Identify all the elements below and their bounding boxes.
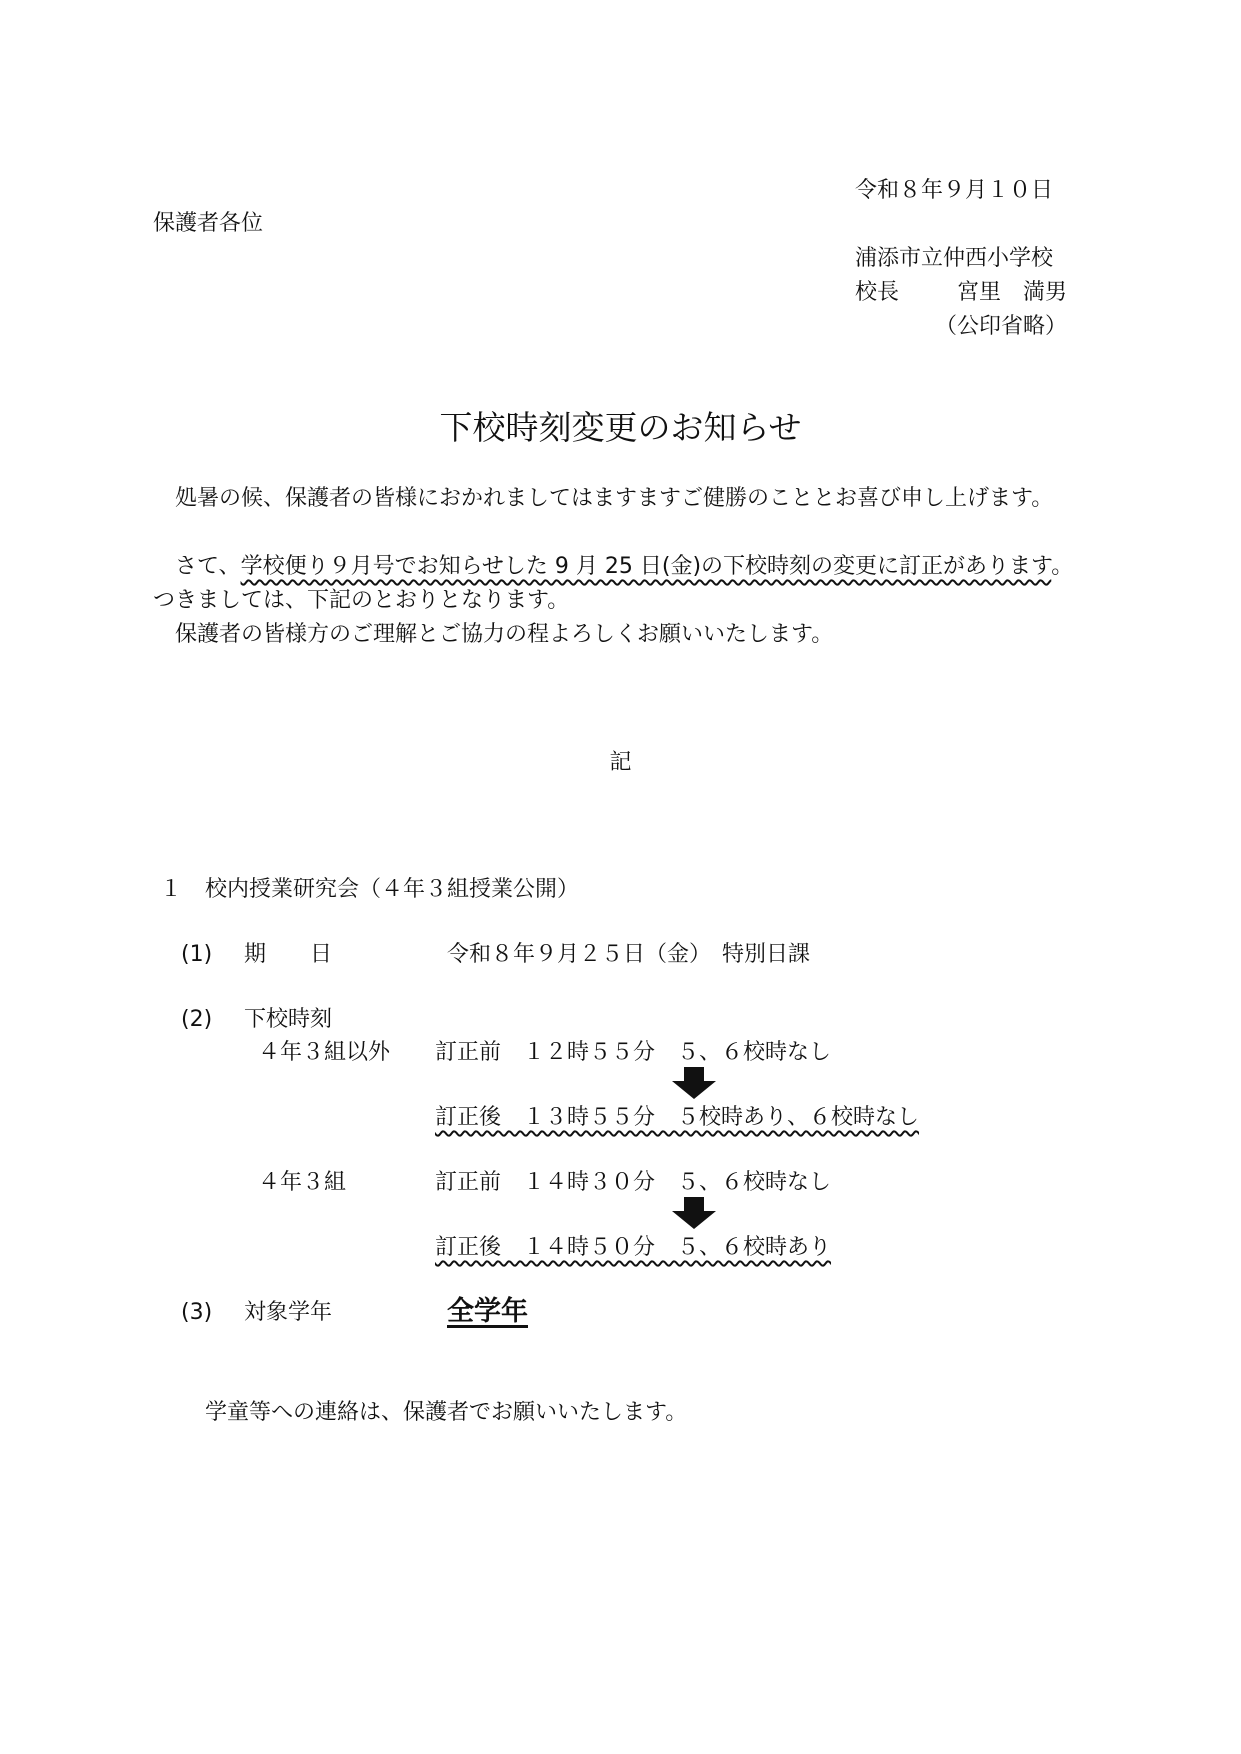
body-paragraph-3: 保護者の皆様方のご理解とご協力の程よろしくお願いいたします。 bbox=[153, 622, 834, 647]
item2-name: 下校時刻 bbox=[244, 1007, 333, 1032]
page-title: 下校時刻変更のお知らせ bbox=[439, 408, 802, 447]
item1-value: 令和８年９月２５日（金） 特別日課 bbox=[447, 942, 811, 967]
school-name: 浦添市立仲西小学校 bbox=[855, 246, 1054, 271]
section-number: １ bbox=[160, 877, 183, 902]
addressee: 保護者各位 bbox=[153, 211, 264, 236]
group-label: ４年３組 bbox=[258, 1170, 347, 1195]
section-heading: 校内授業研究会（４年３組授業公開） bbox=[205, 877, 580, 902]
time-before: 訂正前 １２時５５分 ５、６校時なし bbox=[435, 1040, 832, 1065]
down-arrow-icon bbox=[672, 1197, 716, 1229]
seal-note: （公印省略） bbox=[935, 314, 1068, 339]
ki-heading: 記 bbox=[609, 750, 632, 775]
time-after: 訂正後 １４時５０分 ５、６校時あり bbox=[435, 1235, 832, 1260]
principal-title: 校長 bbox=[855, 280, 900, 305]
principal-name: 宮里 満男 bbox=[957, 280, 1068, 305]
p2-lead: さて、 bbox=[153, 554, 241, 579]
item1-label: (1) bbox=[181, 942, 213, 967]
time-after: 訂正後 １３時５５分 ５校時あり、６校時なし bbox=[435, 1105, 920, 1130]
down-arrow-icon bbox=[672, 1067, 716, 1099]
group-label: ４年３組以外 bbox=[258, 1040, 391, 1065]
body-paragraph-2 bbox=[153, 550, 1087, 618]
item1-name: 期 日 bbox=[244, 942, 333, 967]
item3-label: (3) bbox=[181, 1300, 213, 1325]
target-grade: 全学年 bbox=[447, 1296, 528, 1327]
issue-date: 令和８年９月１０日 bbox=[855, 178, 1054, 203]
time-before: 訂正前 １４時３０分 ５、６校時なし bbox=[435, 1170, 832, 1195]
item2-label: (2) bbox=[181, 1007, 213, 1032]
footer-note: 学童等への連絡は、保護者でお願いいたします。 bbox=[205, 1400, 688, 1425]
p2-correction-notice: 学校便り９月号でお知らせした 9 月 25 日(金)の下校時刻の変更に訂正があります bbox=[240, 554, 1052, 579]
item3-name: 対象学年 bbox=[244, 1300, 333, 1325]
p2-tail: 。つきましては、下記のとおりとなります。 bbox=[153, 554, 1074, 613]
body-paragraph-1: 処暑の候、保護者の皆様におかれましてはますますご健勝のこととお喜び申し上げます。 bbox=[153, 486, 1054, 511]
